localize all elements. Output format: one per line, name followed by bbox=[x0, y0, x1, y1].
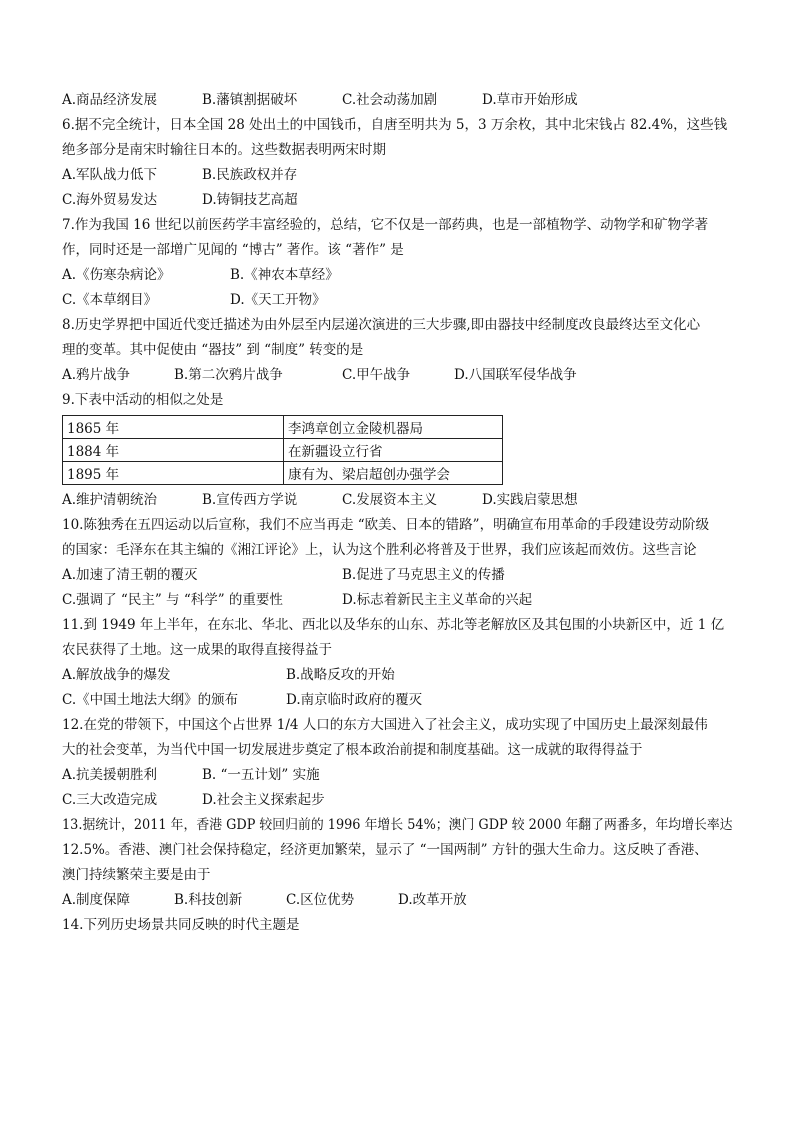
q10-stem-line1: 10.陈独秀在五四运动以后宣称，我们不应当再走 “欧美、日本的错路”，明确宣布用革命的手段建设劳动阶级 bbox=[62, 517, 710, 533]
q10-stem-line2: 的国家：毛泽东在其主编的《湘江评论》上，认为这个胜利必将普及于世界，我们应该起而效仿。这些言论 bbox=[62, 542, 697, 558]
q11-options-row2 bbox=[62, 688, 732, 713]
q11-stem-line2: 农民获得了土地。这一成果的取得直接得益于 bbox=[62, 642, 332, 658]
q6-options-row1 bbox=[62, 163, 732, 188]
q5-options bbox=[62, 88, 732, 113]
q12-stem-line1: 12.在党的带领下，中国这个占世界 1/4 人口的东方大国进入了社会主义，成功实现了中国历史上最深刻最伟 bbox=[62, 717, 708, 733]
q8-options bbox=[62, 363, 732, 388]
q10-options-row2 bbox=[62, 588, 732, 613]
q12-option-b: B. “一五计划” 实施 bbox=[202, 767, 320, 783]
q11-stem-line1: 11.到 1949 年上半年，在东北、华北、西北以及华东的山东、苏北等老解放区及其包围的小块新区中，近 1 亿 bbox=[62, 617, 725, 633]
q12-options-row2 bbox=[62, 788, 732, 813]
q6-option-d: D.铸铜技艺高超 bbox=[202, 192, 298, 208]
q11-option-a: A.解放战争的爆发 bbox=[62, 667, 171, 683]
q5-option-d: D.草市开始形成 bbox=[482, 92, 578, 108]
q6-option-c: C.海外贸易发达 bbox=[62, 192, 158, 208]
q13-option-b: B.科技创新 bbox=[174, 892, 243, 908]
q6-stem-line2: 绝多部分是南宋时输往日本的。这些数据表明两宋时期 bbox=[62, 142, 386, 158]
q8-option-d: D.八国联军侵华战争 bbox=[454, 367, 577, 383]
q6-option-b: B.民族政权并存 bbox=[202, 167, 298, 183]
q13-option-d: D.改革开放 bbox=[398, 892, 467, 908]
q9-option-c: C.发展资本主义 bbox=[342, 492, 438, 508]
q10-option-d: D.标志着新民主主义革命的兴起 bbox=[342, 592, 533, 608]
q8-option-a: A.鸦片战争 bbox=[62, 367, 131, 383]
q10-option-c: C.强调了 “民主” 与 “科学” 的重要性 bbox=[62, 592, 283, 608]
q6-option-a: A.军队战力低下 bbox=[62, 167, 158, 183]
q6-options-row2 bbox=[62, 188, 732, 213]
q6-stem-line1: 6.据不完全统计，日本全国 28 处出土的中国钱币，自唐至明共为 5，3 万余枚，其中北宋钱占 82.4%，这些钱 bbox=[62, 117, 728, 133]
q12-stem-line2: 大的社会变革，为当代中国一切发展进步奠定了根本政治前提和制度基础。这一成就的取得得益于 bbox=[62, 742, 643, 758]
q9-option-b: B.宣传西方学说 bbox=[202, 492, 298, 508]
q10-options-row1 bbox=[62, 563, 732, 588]
q7-stem-line2: 作，同时还是一部增广见闻的 “博古” 著作。该 “著作” 是 bbox=[62, 242, 404, 258]
q12-option-d: D.社会主义探索起步 bbox=[202, 792, 325, 808]
q13-stem-line1: 13.据统计，2011 年，香港 GDP 较回归前的 1996 年增长 54%；澳门 GDP 较 2000 年翻了两番多，年均增长率达 bbox=[62, 817, 733, 833]
q7-option-d: D.《天工开物》 bbox=[230, 292, 326, 308]
q13-option-c: C.区位优势 bbox=[286, 892, 355, 908]
q13-stem-line2: 12.5%。香港、澳门社会保持稳定，经济更加繁荣，显示了 “一国两制” 方针的强大生命力。这反映了香港、 bbox=[62, 842, 708, 858]
q12-options-row1 bbox=[62, 763, 732, 788]
q10-option-a: A.加速了清王朝的覆灭 bbox=[62, 567, 198, 583]
table-row bbox=[63, 439, 503, 462]
q9-table bbox=[62, 415, 503, 485]
table-cell-event: 李鸿章创立金陵机器局 bbox=[284, 416, 503, 439]
q9-option-a: A.维护清朝统治 bbox=[62, 492, 158, 508]
q11-option-c: C.《中国土地法大纲》的颁布 bbox=[62, 692, 239, 708]
table-row bbox=[63, 462, 503, 485]
q14-stem: 14.下列历史场景共同反映的时代主题是 bbox=[62, 917, 300, 933]
q11-options-row1 bbox=[62, 663, 732, 688]
q7-option-a: A.《伤寒杂病论》 bbox=[62, 267, 171, 283]
q5-option-c: C.社会动荡加剧 bbox=[342, 92, 438, 108]
table-cell-event: 在新疆设立行省 bbox=[284, 439, 503, 462]
q12-option-a: A.抗美援朝胜利 bbox=[62, 767, 158, 783]
q7-stem-line1: 7.作为我国 16 世纪以前医药学丰富经验的，总结，它不仅是一部药典，也是一部植物学、动物学和矿物学著 bbox=[62, 217, 709, 233]
table-cell-year: 1865 年 bbox=[63, 416, 284, 439]
q12-option-c: C.三大改造完成 bbox=[62, 792, 158, 808]
q13-options bbox=[62, 888, 732, 913]
q11-option-b: B.战略反攻的开始 bbox=[286, 667, 395, 683]
table-cell-year: 1884 年 bbox=[63, 439, 284, 462]
q7-options-row1 bbox=[62, 263, 732, 288]
table-cell-event: 康有为、梁启超创办强学会 bbox=[284, 462, 503, 485]
q7-options-row2 bbox=[62, 288, 732, 313]
table-cell-year: 1895 年 bbox=[63, 462, 284, 485]
q5-option-b: B.藩镇割据破坏 bbox=[202, 92, 298, 108]
q8-stem-line2: 理的变革。其中促使由 “器技” 到 “制度” 转变的是 bbox=[62, 342, 364, 358]
exam-page bbox=[62, 88, 732, 938]
q8-option-c: C.甲午战争 bbox=[342, 367, 411, 383]
q7-option-b: B.《神农本草经》 bbox=[230, 267, 339, 283]
q9-stem: 9.下表中活动的相似之处是 bbox=[62, 392, 224, 408]
table-row bbox=[63, 416, 503, 439]
q5-option-a: A.商品经济发展 bbox=[62, 92, 158, 108]
q11-option-d: D.南京临时政府的覆灭 bbox=[286, 692, 423, 708]
q10-option-b: B.促进了马克思主义的传播 bbox=[342, 567, 505, 583]
q9-options bbox=[62, 488, 732, 513]
q13-stem-line3: 澳门持续繁荣主要是由于 bbox=[62, 867, 211, 883]
q8-option-b: B.第二次鸦片战争 bbox=[174, 367, 283, 383]
q9-option-d: D.实践启蒙思想 bbox=[482, 492, 578, 508]
q8-stem-line1: 8.历史学界把中国近代变迁描述为由外层至内层递次演进的三大步骤,即由器技中经制度改良最终达至文化心 bbox=[62, 317, 701, 333]
q7-option-c: C.《本草纲目》 bbox=[62, 292, 158, 308]
q13-option-a: A.制度保障 bbox=[62, 892, 131, 908]
